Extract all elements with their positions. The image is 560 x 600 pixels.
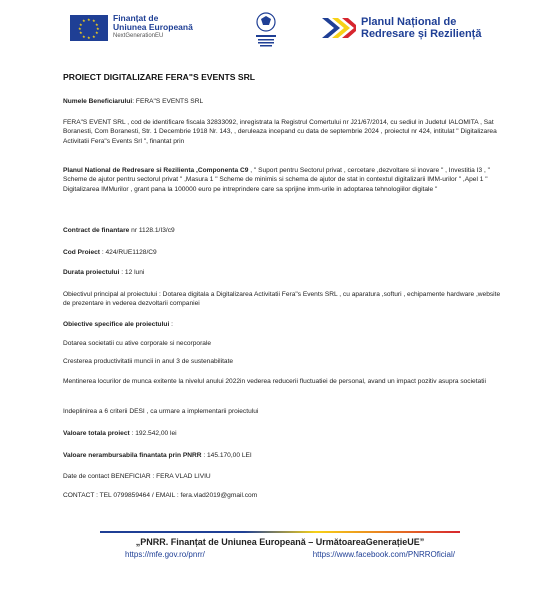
contact-beneficiar: Date de contact BENEFICIAR : FERA VLAD LIVIU [63,473,211,480]
eu-line3: NextGenerationEU [113,33,164,39]
mfe-link[interactable]: https://mfe.gov.ro/pnrr/ [125,550,205,559]
eu-flag-icon: ★ ★ ★ ★ ★ ★ ★ ★ ★ ★ ★ ★ [70,15,108,41]
contract-label: Contract de finantare [63,227,130,234]
valoare-nerambursabila-value: : 145.170,00 LEI [201,452,252,459]
valoare-nerambursabila-line [63,451,503,460]
footer-divider [100,531,460,533]
pnrr-arrows-icon [322,14,356,42]
header [0,0,560,60]
descriere-paragraph: FERA"S EVENT SRL , cod de identificare fiscala 32833092, inregistrata la Registrul Comertului nr J21/67/2014, cu sediul in Judetul IALOMITA , Sat Boranesti, Com Boranesti, Str. 1 Decembrie 1918 Nr. 143, , deruleaza incepand cu data de septembrie 2024 , proiectul nr 424, intitulat " Digitalizarea Activitatii Fera"s Events Srl ", finantat prin [63,119,497,145]
pnrr-line1: Planul Național de [361,16,457,28]
cod-line [63,248,503,257]
program-rest: , " Suport pentru Sectorul privat , cercetare ,dezvoltare si inovare " , Investitia I3 , " Scheme de ajutor pentru sectorul privat " ,Masura 1 " Scheme de minimis si schema de ajutor de stat in contextul digitalizarii IMM-urilor " ,Apel 1 " Digitalizarea IMMurilor , grant pana la 100000 euro pe intreprindere care sa sprijine imm-urile in adoptarea tehnologiilor digitale " [63,167,490,193]
eu-line1: Finanțat de [113,13,159,23]
footer-links [125,550,455,559]
beneficiar-line [63,97,503,106]
durata-line [63,268,503,277]
program-bold: Planul National de Redresare si Rezilienta ,Componenta C9 [63,167,249,174]
durata-label: Durata proiectului [63,269,120,276]
valoare-totala-label: Valoare totala proiect [63,430,130,437]
contract-line [63,226,503,235]
footer-tagline: „PNRR. Finanțat de Uniunea Europeană – UrmătoareaGenerațieUE” [135,537,425,547]
obiectiv-principal: Obiectivul principal al proiectului : Dotarea digitala a Digitalizarea Activitatii Fera"s Events SRL , cu aparatura ,softuri , echipamente hardware ,website de prezentare in vederea dezvoltarii companiei [63,291,501,308]
beneficiar-value: : FERA"S EVENTS SRL [132,98,204,105]
valoare-nerambursabila-label: Valoare nerambursabila finantata prin PNRR [63,452,202,459]
contract-value: nr 1128.1/I3/c9 [129,227,175,234]
eu-logo [70,14,193,41]
valoare-totala-line [63,429,503,438]
valoare-totala-value: : 192.542,00 lei [129,430,177,437]
obiectiv-item: Cresterea productivitatii muncii in anul 3 de sustenabilitate [63,358,234,365]
cod-label: Cod Proiect [63,249,101,256]
contact-line: CONTACT : TEL 0799859464 / EMAIL : fera.vlad2019@gmail.com [63,492,258,499]
durata-value: : 12 luni [119,269,145,276]
obiective-colon: : [169,321,173,328]
obiectiv-item: Indeplinirea a 6 criterii DESI , ca urmare a implementarii proiectului [63,408,259,415]
pnrr-logo [322,14,481,42]
cod-value: : 424/RUE1128/C9 [100,249,157,256]
eu-line2: Uniunea Europeană [113,22,193,32]
obiectiv-item: Dotarea societatii cu ative corporale si necorporale [63,340,212,347]
program-paragraph [63,166,503,194]
obiectiv-item: Mentinerea locurilor de munca exitente la nivelul anului 2022in vederea reducerii fluctuatiei de personal, avand un impact pozitiv asupra societatii [63,378,486,385]
pnrr-line2: Redresare și Reziliență [361,28,482,40]
government-crest-icon [252,12,280,52]
obiective-heading [63,320,503,329]
facebook-link[interactable]: https://www.facebook.com/PNRROficial/ [312,550,455,559]
page-title: PROIECT DIGITALIZARE FERA"S EVENTS SRL [63,72,256,82]
beneficiar-label: Numele Beneficiarului [63,98,133,105]
obiective-label: Obiective specifice ale proiectului [63,321,170,328]
